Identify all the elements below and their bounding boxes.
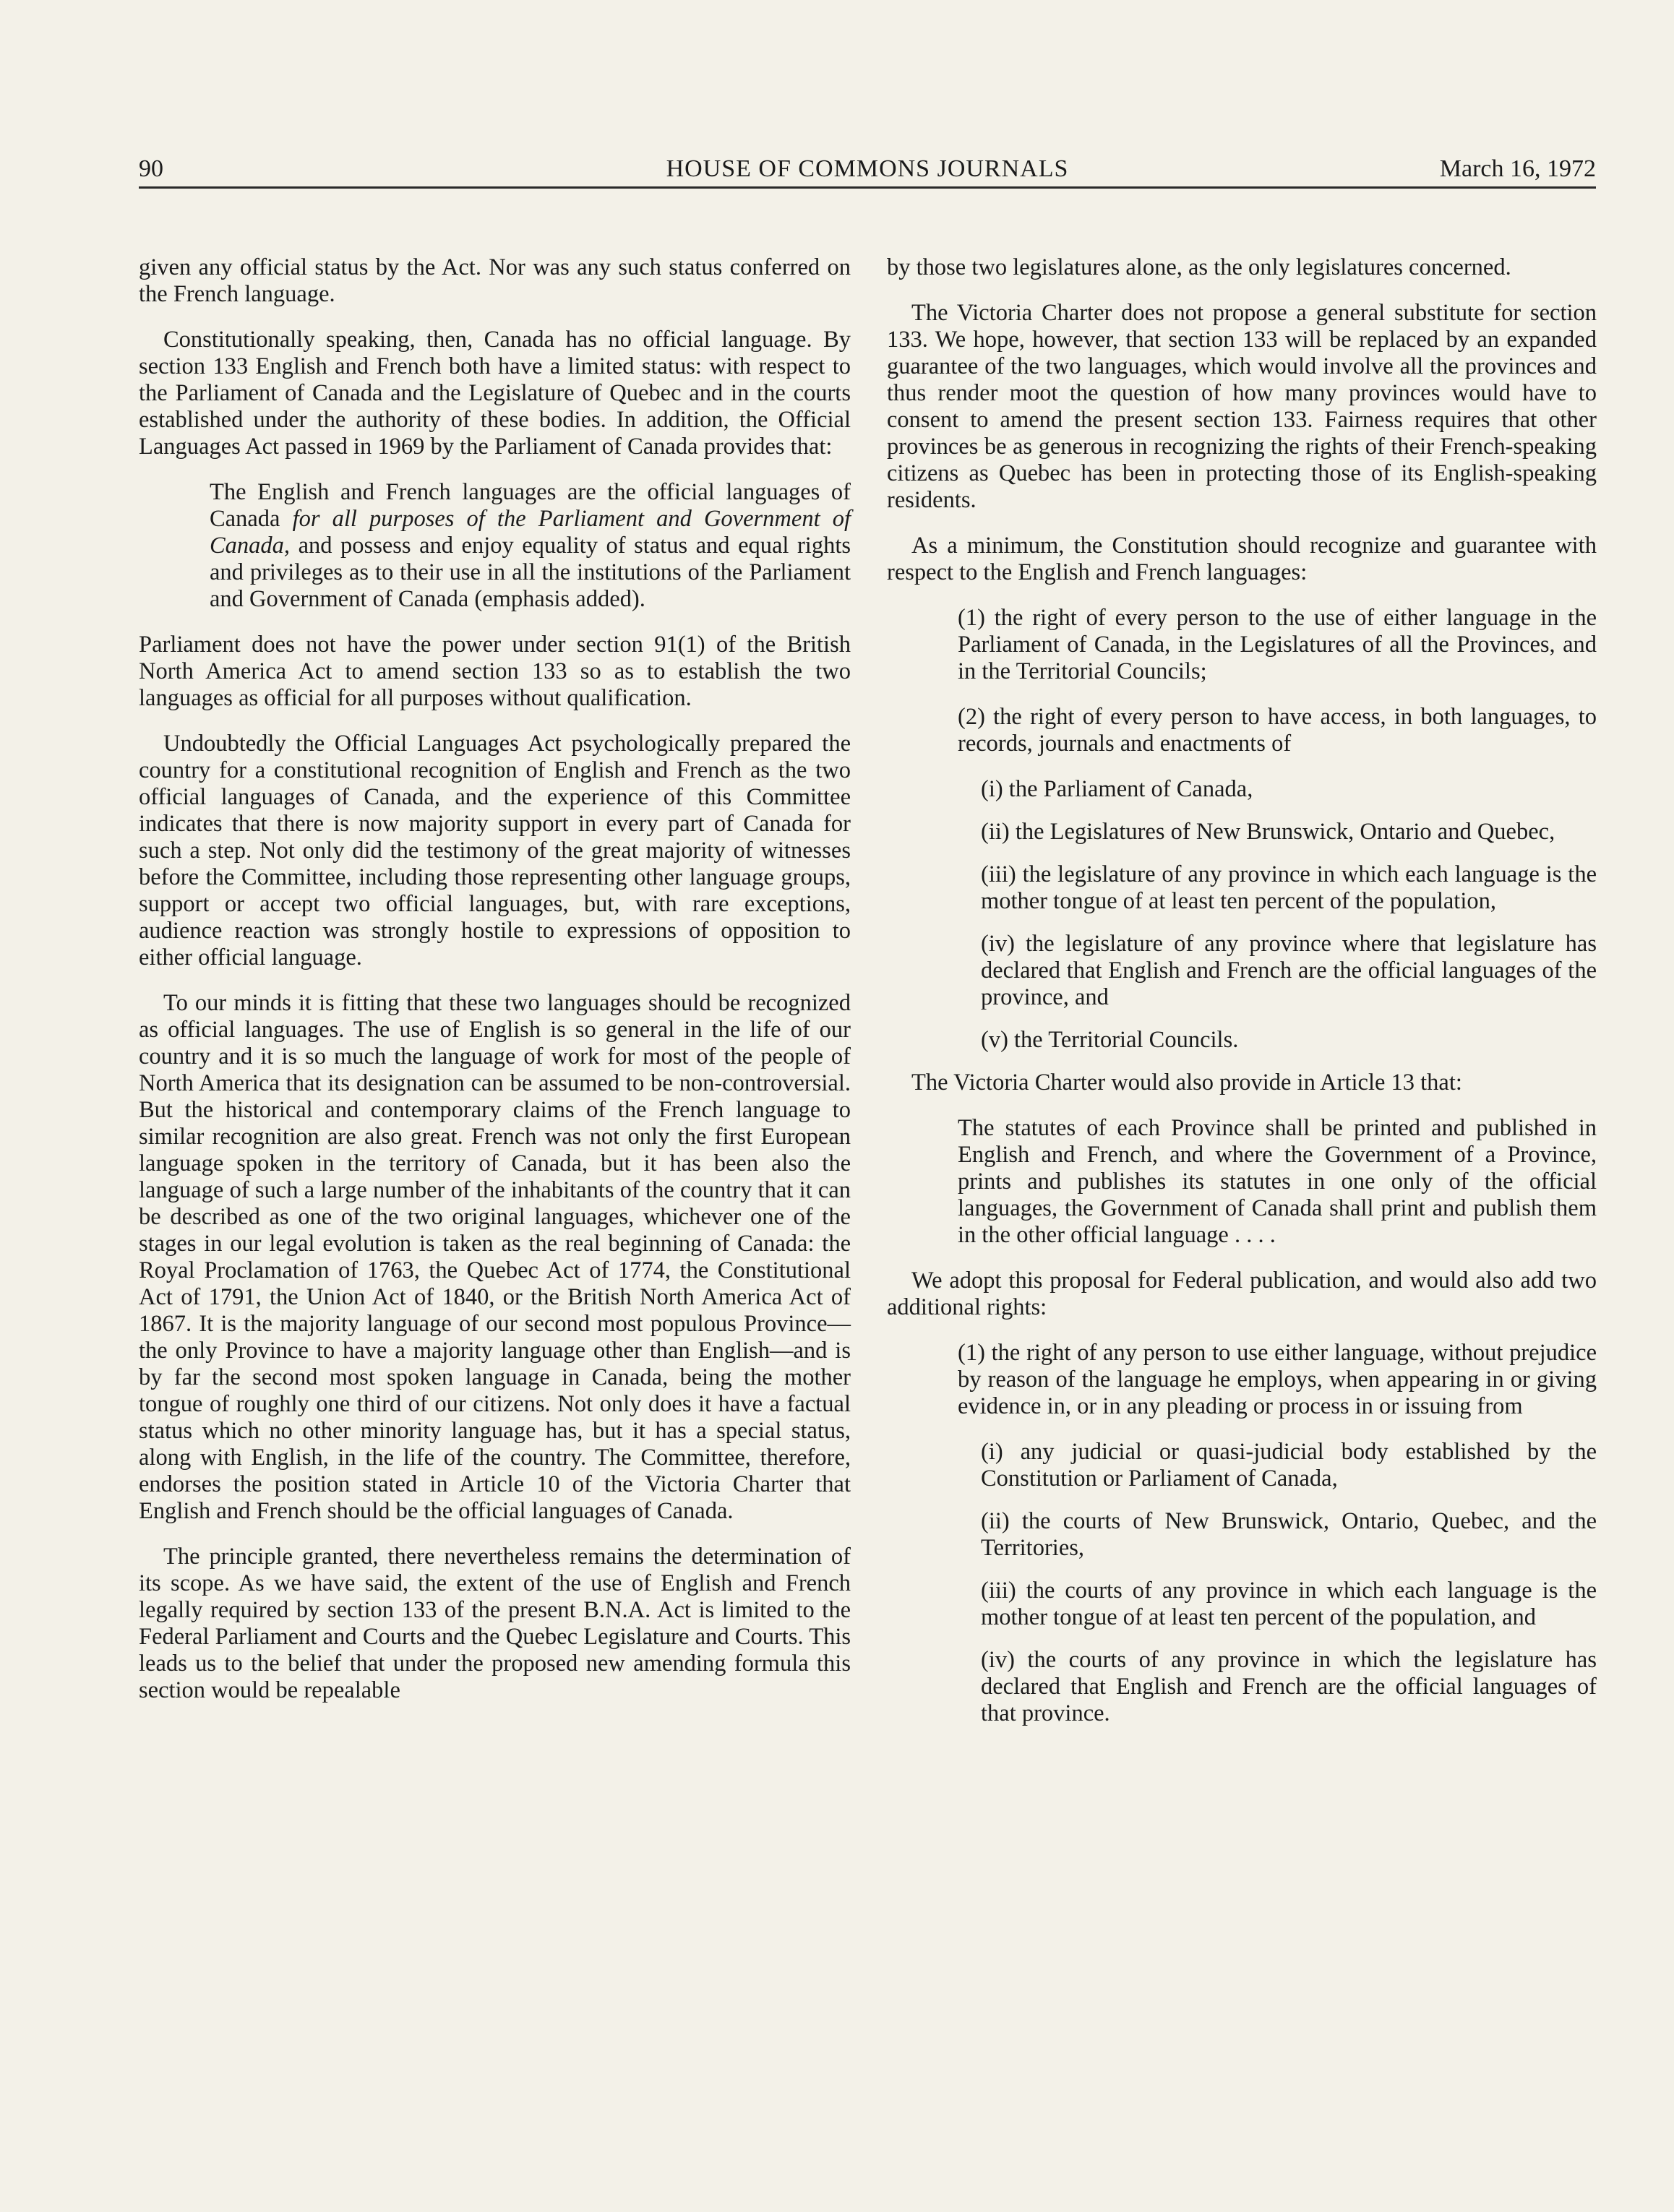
page-header bbox=[139, 150, 1596, 188]
quote-text: The English and French languages are the official languages of Canada bbox=[210, 479, 851, 532]
sub-list-item: (i) any judicial or quasi-judicial body established by the Constitution or Parliament of Canada, bbox=[981, 1439, 1597, 1492]
sub-list-item: (iv) the legislature of any province where that legislature has declared that English and French are the official languages of the province, and bbox=[981, 931, 1597, 1010]
left-column bbox=[139, 254, 851, 1723]
paragraph: To our minds it is fitting that these two languages should be recognized as official languages. The use of English is so general in the life of our country and it is so much the language of work for most of the people of North America that its designation can be assumed to be non-controversial. But the historical and contemporary claims of the French language to similar recognition are also great. French was not only the first European language spoken in the territory of Canada, but it has been also the language of such a large number of the inhabitants of the country that it can be described as one of the two original languages, whichever one of the stages in our legal evolution is taken as the real beginning of Canada: the Royal Proclamation of 1763, the Quebec Act of 1774, the Constitutional Act of 1791, the Union Act of 1840, or the British North America Act of 1867. It is the majority language of our second most populous Province—the only Province to have a majority language other than English—and is by far the second most spoken language in Canada, being the mother tongue of roughly one third of our citizens. Not only does it have a factual status which no other minority language has, but it has a special status, along with English, in the life of the country. The Committee, therefore, endorses the position stated in Article 10 of the Victoria Charter that English and French should be the official languages of Canada. bbox=[139, 990, 851, 1524]
sub-list-item: (iii) the courts of any province in which each language is the mother tongue of at least ten percent of the population, and bbox=[981, 1578, 1597, 1630]
journal-title: HOUSE OF COMMONS JOURNALS bbox=[666, 155, 1069, 182]
paragraph: We adopt this proposal for Federal publication, and would also add two additional rights: bbox=[887, 1268, 1597, 1320]
sub-list-item: (iii) the legislature of any province in which each language is the mother tongue of at least ten percent of the population, bbox=[981, 861, 1597, 914]
sub-list-item: (iv) the courts of any province in which the legislature has declared that English and French are the official languages of that province. bbox=[981, 1647, 1597, 1726]
sub-list-item: (ii) the Legislatures of New Brunswick, Ontario and Quebec, bbox=[981, 819, 1555, 845]
block-quote bbox=[210, 479, 851, 613]
paragraph: Constitutionally speaking, then, Canada has no official language. By section 133 English and French both have a limited status: with respect to the Parliament of Canada and the Legislature of Quebec and in the courts established under the authority of these bodies. In addition, the Official Languages Act passed in 1969 by the Parliament of Canada provides that: bbox=[139, 327, 851, 460]
paragraph: by those two legislatures alone, as the only legislatures concerned. bbox=[887, 254, 1511, 280]
quote-emphasis: for all purposes of the Parliament and Government of Canada, bbox=[210, 506, 851, 559]
paragraph: The Victoria Charter would also provide in Article 13 that: bbox=[911, 1070, 1462, 1096]
paragraph: given any official status by the Act. Nor was any such status conferred on the French language. bbox=[139, 254, 851, 307]
header-rule bbox=[139, 186, 1596, 189]
page-date: March 16, 1972 bbox=[1439, 155, 1596, 182]
paragraph: As a minimum, the Constitution should recognize and guarantee with respect to the English and French languages: bbox=[887, 533, 1597, 585]
right-column bbox=[887, 254, 1597, 1743]
block-quote: The statutes of each Province shall be printed and published in English and French, and where the Government of a Province, prints and publishes its statutes in one only of the official languages, the Government of Canada shall print and publish them in the other official language . . . . bbox=[958, 1115, 1597, 1248]
sub-list-item: (v) the Territorial Councils. bbox=[981, 1027, 1239, 1053]
sub-list-item: (i) the Parliament of Canada, bbox=[981, 776, 1253, 802]
list-item: (1) the right of every person to the use of either language in the Parliament of Canada, in the Legislatures of all the Provinces, and in the Territorial Councils; bbox=[958, 605, 1597, 684]
quote-text: and possess and enjoy equality of status and equal rights and privileges as to their use in all the institutions of the Parliament and Government of Canada (emphasis added). bbox=[210, 533, 851, 612]
list-item: (1) the right of any person to use either language, without prejudice by reason of the language he employs, when appearing in or giving evidence in, or in any pleading or process in or issuing from bbox=[958, 1340, 1597, 1419]
paragraph: The Victoria Charter does not propose a general substitute for section 133. We hope, however, that section 133 will be replaced by an expanded guarantee of the two languages, which would involve all the provinces and thus render moot the question of how many provinces would have to consent to amend the present section 133. Fairness requires that other provinces be as generous in recognizing the rights of their French-speaking citizens as Quebec has been in protecting those of its English-speaking residents. bbox=[887, 300, 1597, 513]
paragraph: Parliament does not have the power under section 91(1) of the British North America Act to amend section 133 so as to establish the two languages as official for all purposes without qualification. bbox=[139, 632, 851, 711]
paragraph: Undoubtedly the Official Languages Act psychologically prepared the country for a constitutional recognition of English and French as the two official languages of Canada, and the experience of this Committee indicates that there is now majority support in every part of Canada for such a step. Not only did the testimony of the great majority of witnesses before the Committee, including those representing other language groups, support or accept two official languages, but, with rare exceptions, audience reaction was strongly hostile to expressions of opposition to either official language. bbox=[139, 731, 851, 971]
paragraph: The principle granted, there nevertheless remains the determination of its scope. As we have said, the extent of the use of English and French legally required by section 133 of the present B.N.A. Act is limited to the Federal Parliament and Courts and the Quebec Legislature and Courts. This leads us to the belief that under the proposed new amending formula this section would be repealable bbox=[139, 1544, 851, 1703]
sub-list-item: (ii) the courts of New Brunswick, Ontario, Quebec, and the Territories, bbox=[981, 1508, 1597, 1561]
page-number: 90 bbox=[139, 155, 163, 182]
list-item: (2) the right of every person to have access, in both languages, to records, journals and enactments of bbox=[958, 704, 1597, 757]
